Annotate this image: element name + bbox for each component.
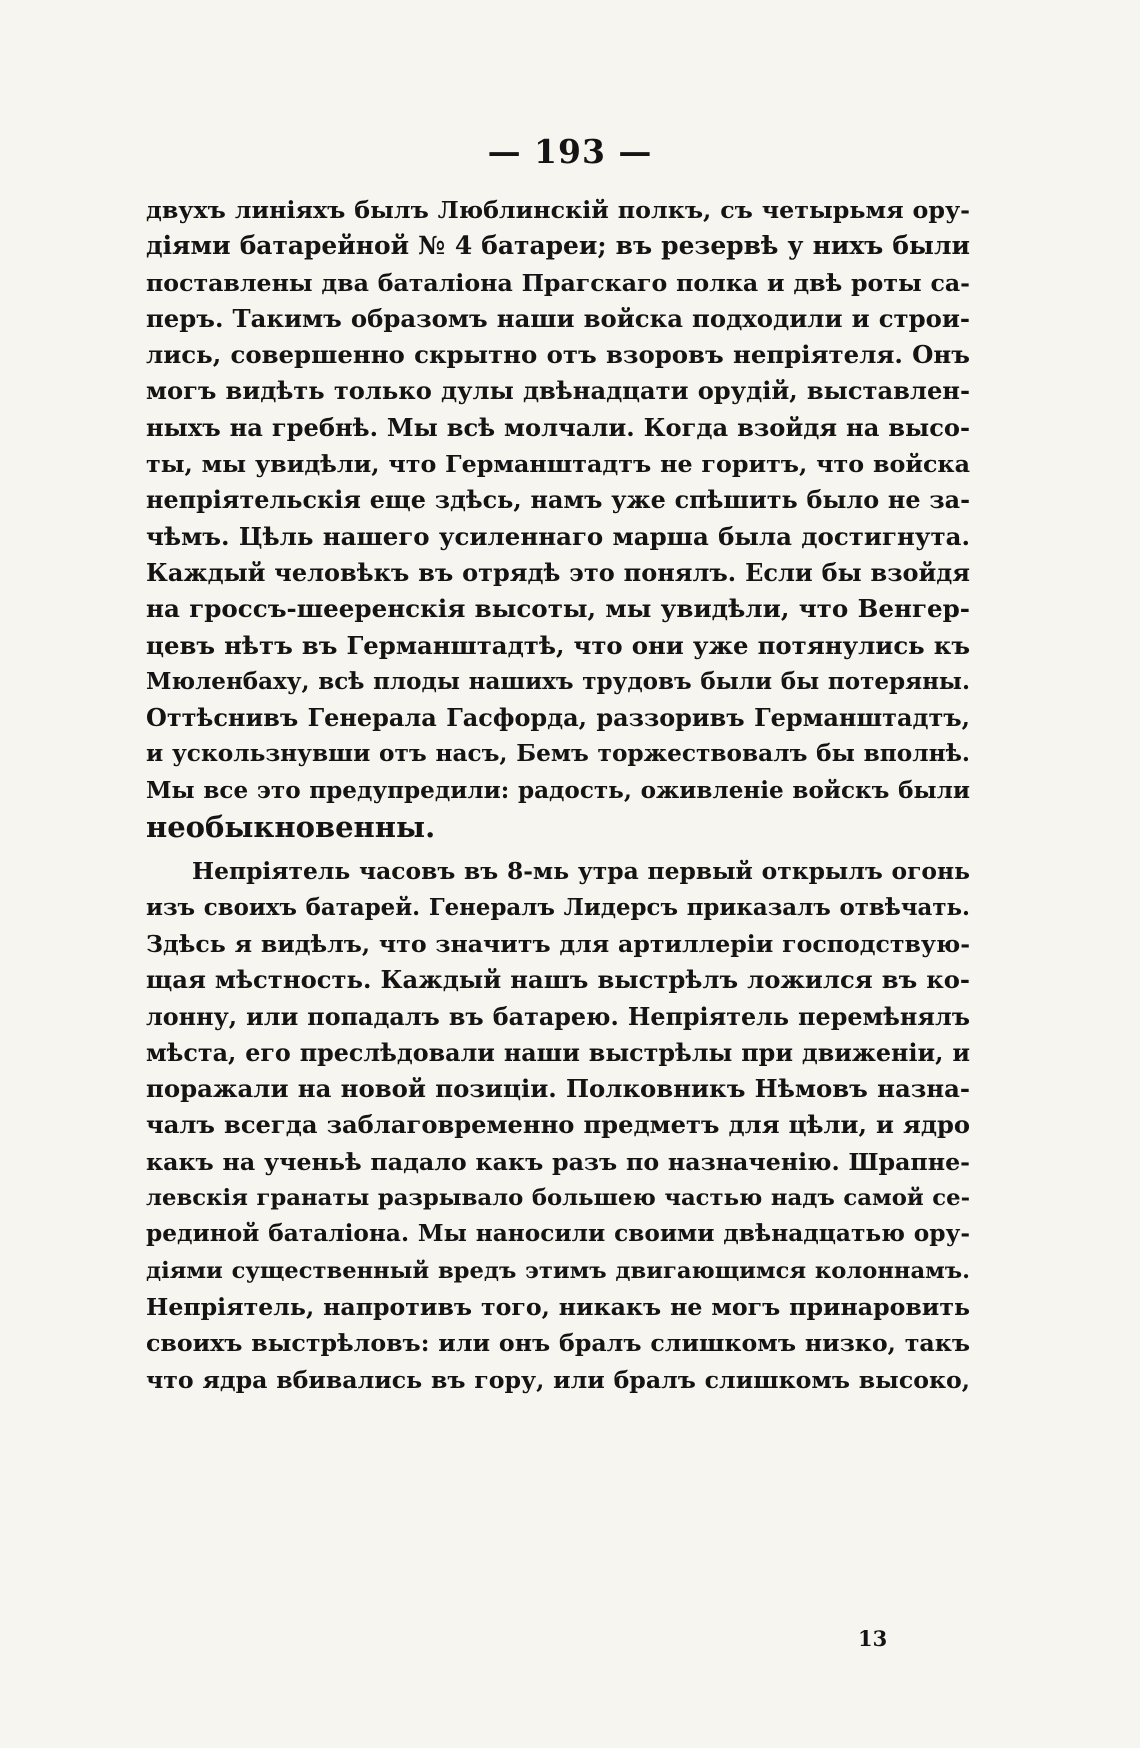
text-line: мѣста, его преслѣдовали наши выстрѣлы при движеніи, и bbox=[146, 1038, 970, 1067]
text-line: діями существенный вредъ этимъ двигающимся колоннамъ. bbox=[146, 1257, 970, 1284]
text-line: поражали на новой позиціи. Полковникъ Нѣмовъ назна- bbox=[146, 1074, 970, 1104]
text-line: Здѣсь я видѣлъ, что значитъ для артиллеріи господствую- bbox=[146, 929, 970, 958]
text-line: изъ своихъ батарей. Генералъ Лидерсъ приказалъ отвѣчать. bbox=[146, 894, 970, 921]
text-line: и ускользнувши отъ насъ, Бемъ торжествовалъ бы вполнѣ. bbox=[146, 740, 970, 768]
text-line: могъ видѣть только дулы двѣнадцати орудій, выставлен- bbox=[146, 376, 970, 406]
text-line: чѣмъ. Цѣль нашего усиленнаго марша была достигнута. bbox=[146, 521, 970, 551]
text-line: Мюленбаху, всѣ плоды нашихъ трудовъ были бы потеряны. bbox=[146, 667, 970, 695]
text-line: Непріятель, напротивъ того, никакъ не могъ принаровить bbox=[146, 1292, 970, 1321]
text-line: на гроссъ-шееренскія высоты, мы увидѣли, что Венгер- bbox=[146, 594, 970, 624]
body-text bbox=[146, 192, 970, 1398]
text-line: ты, мы увидѣли, что Германштадтъ не горитъ, что войска bbox=[146, 450, 970, 479]
text-line: цевъ нѣтъ въ Германштадтѣ, что они уже потянулись къ bbox=[146, 630, 970, 660]
paragraph-gap bbox=[146, 845, 970, 853]
text-line: лись, совершенно скрытно отъ взоровъ непріятеля. Онъ bbox=[146, 340, 970, 370]
paragraph-2 bbox=[146, 853, 970, 1397]
text-line: Каждый человѣкъ въ отрядѣ это понялъ. Если бы взойдя bbox=[146, 557, 970, 587]
text-line: Непріятель часовъ въ 8-мь утра первый открылъ огонь bbox=[192, 857, 970, 886]
text-line: Оттѣснивъ Генерала Гасфорда, раззоривъ Германштадтъ, bbox=[146, 704, 970, 733]
text-line: лонну, или попадалъ въ батарею. Непріятель перемѣнялъ bbox=[146, 1002, 970, 1031]
text-line: поставлены два баталіона Прагскаго полка и двѣ роты са- bbox=[146, 268, 970, 297]
text-line: что ядра вбивались въ гору, или бралъ слишкомъ высоко, bbox=[146, 1365, 970, 1394]
text-line: діями батарейной № 4 батареи; въ резервѣ у нихъ были bbox=[146, 231, 970, 261]
text-line: перъ. Такимъ образомъ наши войска подходили и строи- bbox=[146, 303, 970, 333]
text-line: непріятельскія еще здѣсь, намъ уже спѣшить было не за- bbox=[146, 486, 970, 515]
paragraph-1 bbox=[146, 192, 970, 845]
printer-signature-mark: 13 bbox=[858, 1626, 888, 1651]
text-line: своихъ выстрѣловъ: или онъ бралъ слишкомъ низко, такъ bbox=[146, 1329, 970, 1358]
page-number: — 193 — bbox=[487, 132, 653, 171]
text-line: двухъ линіяхъ былъ Люблинскій полкъ, съ четырьмя ору- bbox=[146, 196, 970, 224]
text-line: необыкновенны. bbox=[146, 810, 436, 845]
text-line: Мы все это предупредили: радость, оживленіе войскъ были bbox=[146, 776, 970, 804]
text-line: чалъ всегда заблаговременно предметъ для цѣли, и ядро bbox=[146, 1110, 970, 1140]
text-line: какъ на ученьѣ падало какъ разъ по назначенію. Шрапне- bbox=[146, 1147, 970, 1176]
text-line: ныхъ на гребнѣ. Мы всѣ молчали. Когда взойдя на высо- bbox=[146, 412, 970, 442]
text-line: левскія гранаты разрывало большею частью надъ самой се- bbox=[146, 1185, 970, 1212]
text-line: щая мѣстность. Каждый нашъ выстрѣлъ ложился въ ко- bbox=[146, 965, 970, 995]
text-line: рединой баталіона. Мы наносили своими двѣнадцатью ору- bbox=[146, 1220, 970, 1248]
